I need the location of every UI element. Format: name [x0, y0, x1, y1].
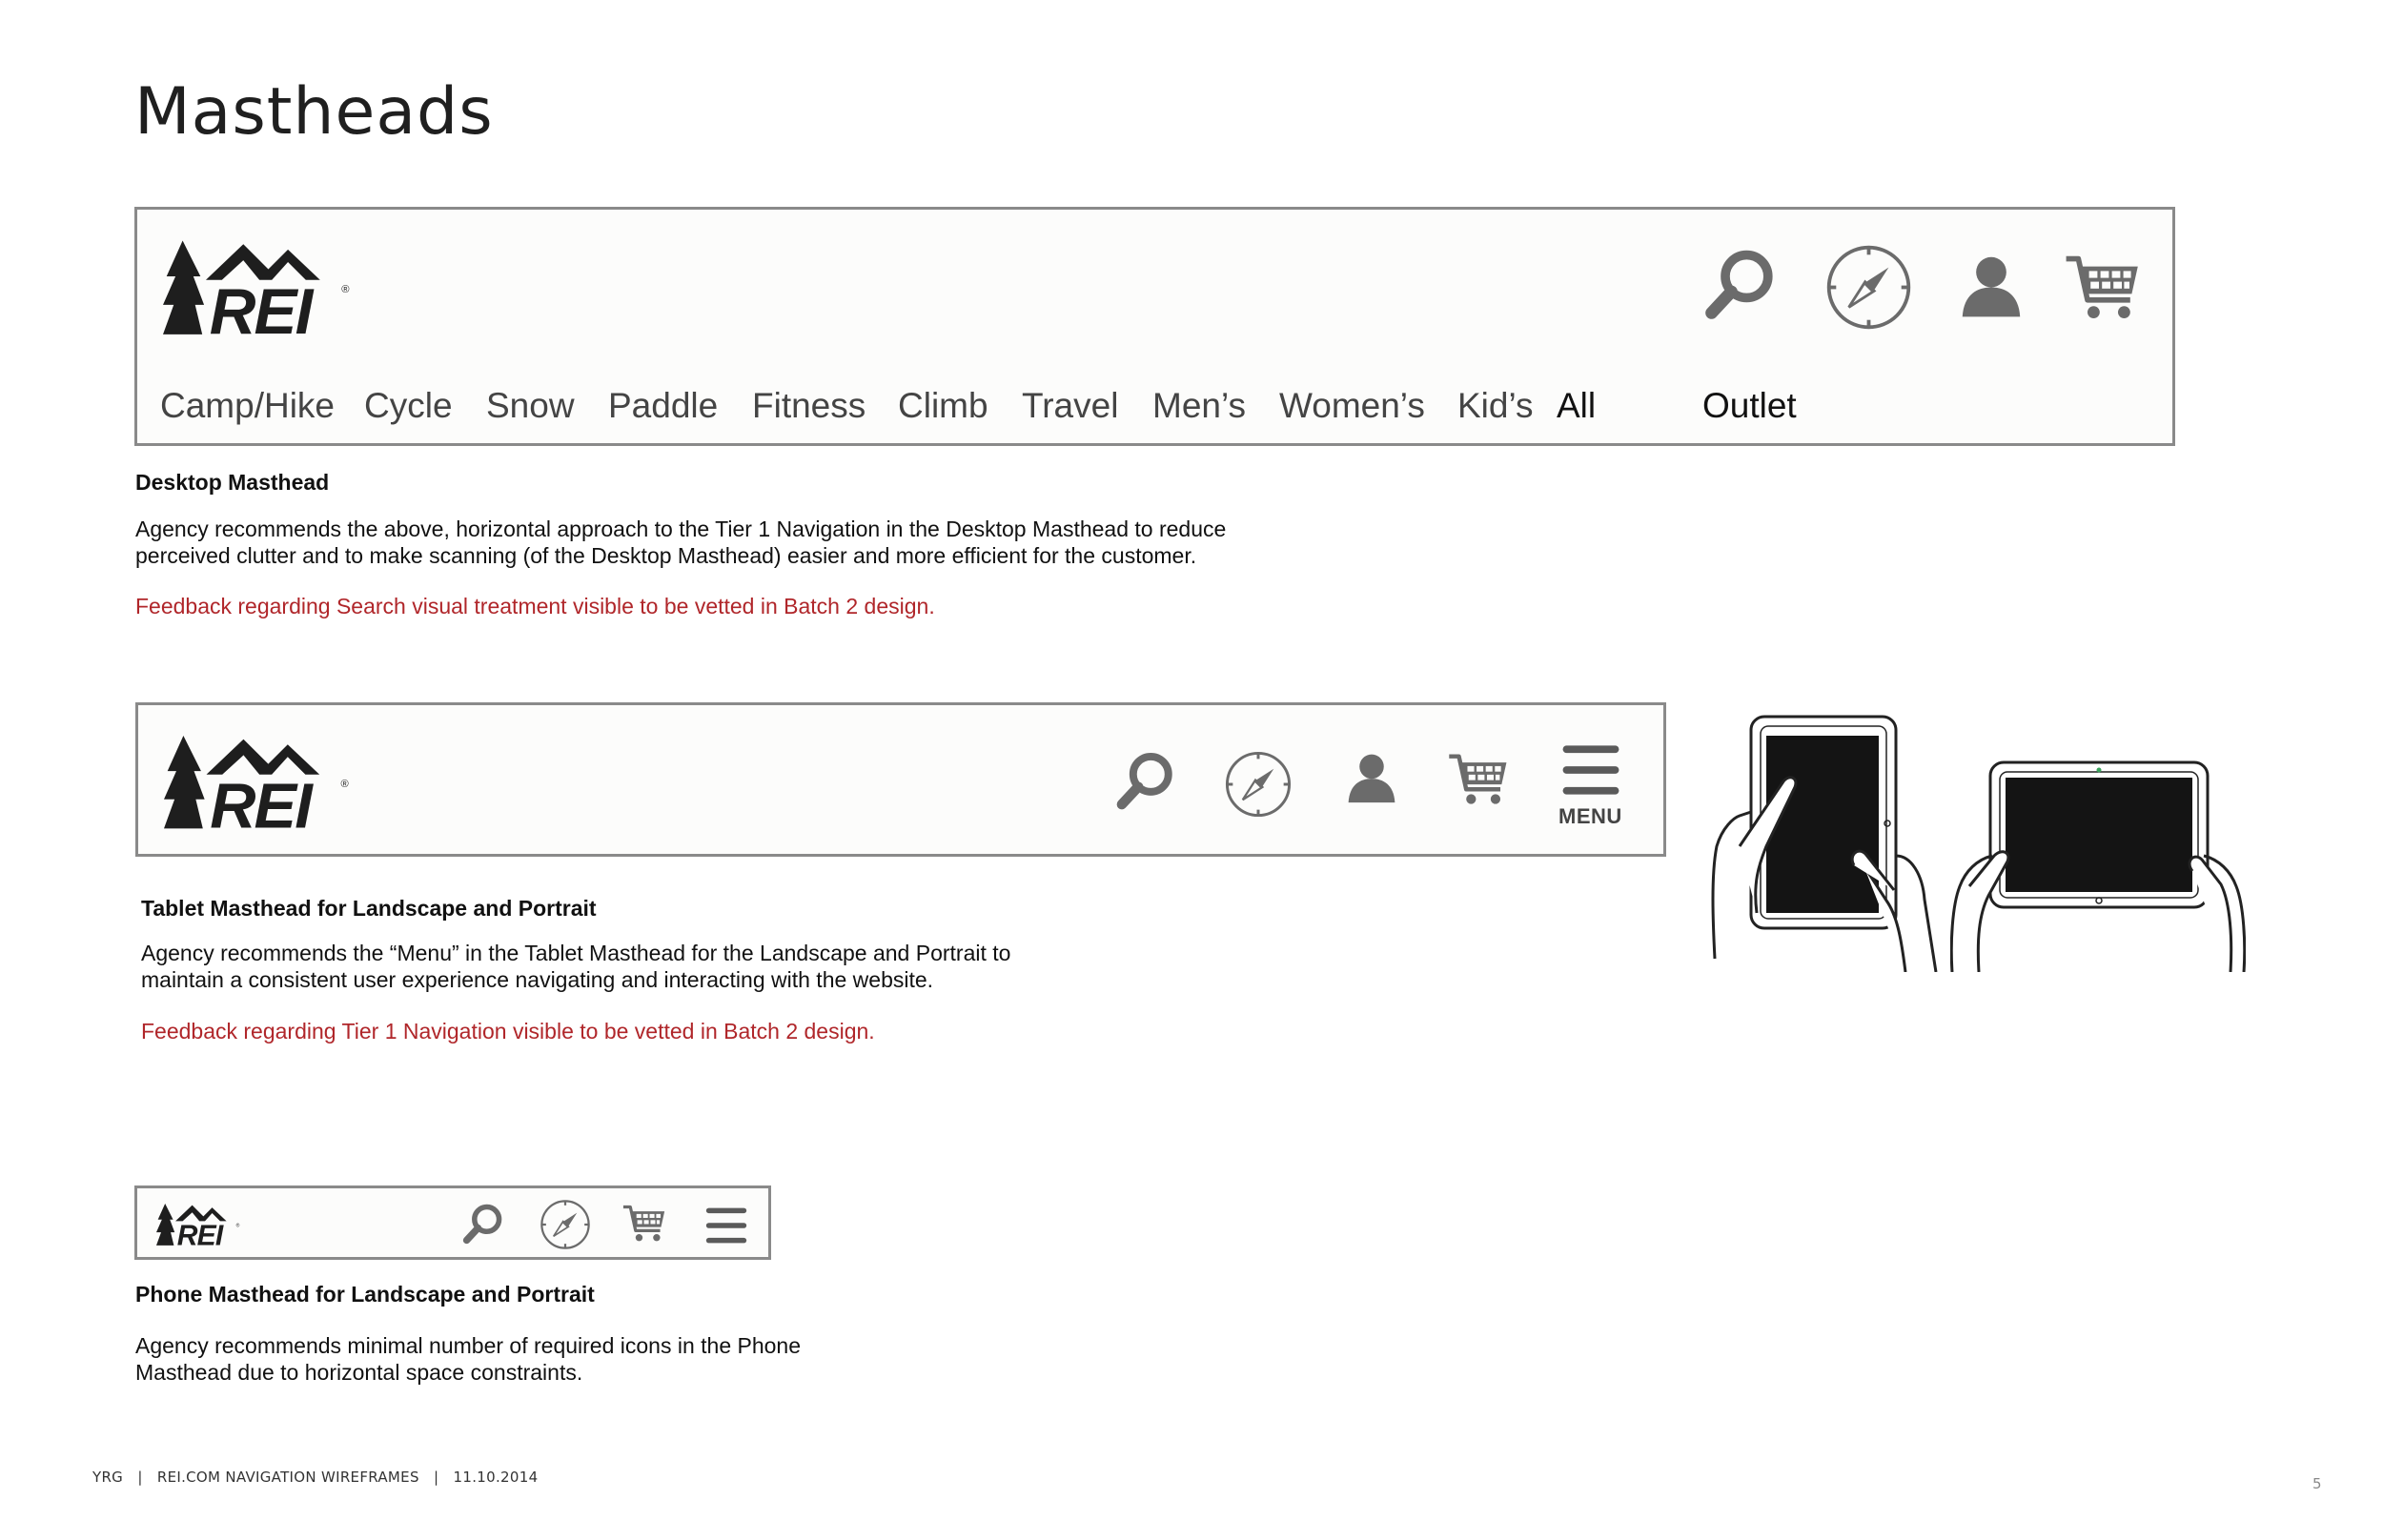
desktop-masthead	[134, 207, 2175, 446]
cart-icon[interactable]	[2063, 250, 2143, 326]
tablet-portrait-hands-illustration	[1711, 713, 1940, 972]
tablet-feedback: Feedback regarding Tier 1 Navigation visible to be vetted in Batch 2 design.	[141, 1019, 875, 1044]
tablet-heading: Tablet Masthead for Landscape and Portrait	[141, 896, 597, 921]
compass-icon[interactable]	[1823, 242, 1914, 333]
nav-item-travel[interactable]: Travel	[1022, 386, 1119, 425]
compass-icon[interactable]	[539, 1198, 592, 1251]
nav-item-camp-hike[interactable]: Camp/Hike	[160, 386, 335, 425]
nav-item-all[interactable]: All	[1557, 386, 1597, 425]
rei-logo[interactable]	[163, 240, 359, 339]
nav-item-snow[interactable]: Snow	[486, 386, 575, 425]
search-icon[interactable]	[1114, 749, 1177, 812]
desktop-heading: Desktop Masthead	[135, 470, 330, 495]
nav-item-kids[interactable]: Kid’s	[1457, 386, 1534, 425]
nav-item-cycle[interactable]: Cycle	[364, 386, 453, 425]
nav-item-fitness[interactable]: Fitness	[752, 386, 866, 425]
phone-body-line-2: Masthead due to horizontal space constraints.	[135, 1360, 583, 1385]
nav-item-paddle[interactable]: Paddle	[608, 386, 719, 425]
tablet-body-line-2: maintain a consistent user experience navigating and interacting with the website.	[141, 967, 934, 992]
hamburger-menu-icon[interactable]	[701, 1204, 752, 1247]
rei-logo[interactable]	[156, 1204, 244, 1247]
cart-icon[interactable]	[1447, 749, 1510, 810]
footer-text: YRG | REI.COM NAVIGATION WIREFRAMES | 11.10.2014	[92, 1469, 539, 1486]
search-icon[interactable]	[1702, 246, 1779, 322]
compass-icon[interactable]	[1223, 749, 1293, 820]
rei-logo[interactable]	[163, 736, 359, 833]
nav-item-climb[interactable]: Climb	[898, 386, 988, 425]
hamburger-menu-icon[interactable]	[1557, 740, 1625, 800]
desktop-body-line-2: perceived clutter and to make scanning (of the Desktop Masthead) easier and more efficient for the customer.	[135, 543, 1197, 568]
phone-masthead	[134, 1185, 771, 1260]
menu-label[interactable]: MENU	[1558, 804, 1622, 828]
search-icon[interactable]	[461, 1202, 505, 1246]
tablet-body-line-1: Agency recommends the “Menu” in the Tablet Masthead for the Landscape and Portrait to	[141, 941, 1011, 965]
phone-body-line-1: Agency recommends minimal number of required icons in the Phone	[135, 1333, 802, 1358]
page-title: Mastheads	[134, 74, 494, 150]
account-icon[interactable]	[1957, 252, 2026, 320]
nav-item-mens[interactable]: Men’s	[1152, 386, 1247, 425]
phone-heading: Phone Masthead for Landscape and Portrait	[135, 1282, 595, 1307]
nav-item-outlet[interactable]: Outlet	[1702, 386, 1797, 425]
nav-item-womens[interactable]: Women’s	[1279, 386, 1425, 425]
page-number: 5	[2312, 1475, 2322, 1492]
account-icon[interactable]	[1344, 750, 1399, 805]
tablet-landscape-hands-illustration	[1950, 753, 2246, 972]
cart-icon[interactable]	[621, 1202, 667, 1246]
desktop-feedback: Feedback regarding Search visual treatment visible to be vetted in Batch 2 design.	[135, 594, 935, 618]
tablet-masthead	[135, 702, 1666, 857]
desktop-body-line-1: Agency recommends the above, horizontal approach to the Tier 1 Navigation in the Desktop Masthead to reduce	[135, 517, 1227, 541]
